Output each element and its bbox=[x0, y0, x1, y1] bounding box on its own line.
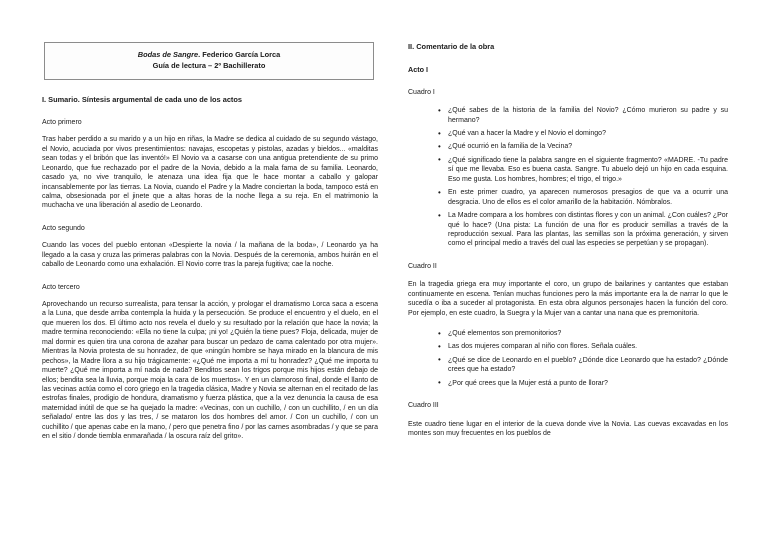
cuadro-2-intro: En la tragedia griega era muy importante el coro, un grupo de bailarines y cantantes que estaban continuamente en escena. Tenían muchas funciones pero la más importante era la de narrar lo que le sucedía o iba a suceder al protagonista. En esta obra algunos personajes hacen la función del coro. Por ejemplo, en este cuadro, la Suegra y la Mujer van a cantar una nana que es premonitoria. bbox=[408, 281, 728, 317]
book-author: . Federico García Lorca bbox=[198, 50, 281, 59]
cuadro-2-heading: Cuadro II bbox=[408, 262, 437, 270]
question-item: • En este primer cuadro, ya aparecen numerosos presagios de que va a ocurrir una desgracia. Uno de ellos es el color amarillo de la habitación. Nómbralos. bbox=[438, 188, 728, 207]
section-1-title: I. Sumario. Síntesis argumental de cada uno de los actos bbox=[42, 94, 243, 104]
right-column bbox=[408, 42, 728, 525]
guide-subtitle: Guía de lectura – 2º Bachillerato bbox=[152, 61, 266, 71]
section-2-title: II. Comentario de la obra bbox=[408, 42, 495, 51]
title-line bbox=[55, 49, 363, 60]
left-column bbox=[42, 42, 378, 525]
question-item: • ¿Qué ocurrió en la familia de la Vecina? bbox=[438, 142, 728, 151]
act-i-heading: Acto I bbox=[408, 64, 428, 74]
act-2-summary: Cuando las voces del pueblo entonan «Despierte la novia / la mañana de la boda», / Leonardo ya ha llegado a la casa y cruza las primeras palabras con la Novia. Después de la ceremonia, ambos huirán en el caballo de Leonardo como una exhalación. El Novio corre tras la pareja fugitiva; cae la noche. bbox=[42, 242, 378, 269]
question-item: • ¿Qué van a hacer la Madre y el Novio el domingo? bbox=[438, 129, 728, 138]
question-item: • ¿Qué elementos son premonitorios? bbox=[438, 329, 728, 338]
question-item: • ¿Qué significado tiene la palabra sangre en el siguiente fragmento? «MADRE. -Tu padre sí que me llevaba. Eso es buena casta. Sangre. Tu abuelo dejó un hijo en cada esquina. Eso me gusta. Los hombres, hombres; el trigo, el trigo.» bbox=[438, 156, 728, 184]
cuadro-2-question-list bbox=[408, 329, 728, 388]
question-item: • ¿Qué sabes de la historia de la familia del Novio? ¿Cómo murieron su padre y su hermano? bbox=[438, 106, 728, 125]
question-item: • La Madre compara a los hombres con distintas flores y con un animal. ¿Con cuáles? ¿Por qué lo hace? (Una pista: La función de una flor es producir semillas a través de la reproducción sexual. Para las plantas, las semillas son la próxima generación, y sirven como el principal medio a través del cual las especies se perpetúan y se propagan). bbox=[438, 211, 728, 249]
cuadro-1-heading: Cuadro I bbox=[408, 88, 435, 96]
question-item: • ¿Por qué crees que la Mujer está a punto de llorar? bbox=[438, 379, 728, 388]
book-title: Bodas de Sangre bbox=[137, 50, 199, 59]
question-item: • ¿Qué se dice de Leonardo en el pueblo? ¿Dónde dice Leonardo que ha estado? ¿Dónde crees que ha estado? bbox=[438, 356, 728, 375]
cuadro-1-question-list bbox=[408, 106, 728, 249]
title-box bbox=[44, 42, 374, 80]
act-3-summary: Aprovechando un recurso surrealista, para tensar la acción, y prologar el dramatismo Lorca saca a escena a la Luna, que desde arriba contempla la huida y la persecución. Se produce el encuentro y el duelo, en el que mueren los dos. El último acto nos revela el duelo y su resultado por la relación que hace la novia; la madre termina reconociendo: «Ella no tiene la culpa; ¡ni yo! ¿Quién la tiene pues? Floja, delicada, mujer de mal dormir es quien tira una corona de azahar para buscar un pedazo de cama calentado por otra mujer». Mientras la Novia protesta de su honradez, de que «ningún hombre se haya mirado en la blancura de mis pechos», la Madre llora a su hijo trágicamente: «¿Qué me importa a mí tu honradez? ¿Qué me importa tu muerte? ¿Qué me importa a mí nada de nada? Benditos sean los trigos porque mis hijos están debajo de ellos; bendita sea la lluvia, porque moja la cara de los muertos». Y en un clamoroso final, donde el llanto de las vecinas actúa como el coro griego en la tragedia clásica, Madre y Novia se alternan en el recitado de las estrofas finales, prodigio de hondura, dramatismo y fuerza plástica, que a la vez denuncia la causa de esa maternidad inútil de que se ha quejado la madre: «Vecinas, con un cuchillo, / con un cuchillito, / en un día señalado/ entre las dos y las tres, / se mataron los dos hombres del amor. / Con un cuchillo, / con un cuchillito / que apenas cabe en la mano, / pero que penetra fino / por las carnes asombradas / y que se para en el sitio / donde tiembla enmarañada / la oscura raíz del grito». bbox=[42, 301, 378, 441]
act-2-heading: Acto segundo bbox=[42, 224, 85, 232]
question-item: • Las dos mujeres comparan al niño con flores. Señala cuáles. bbox=[438, 342, 728, 351]
act-1-heading: Acto primero bbox=[42, 118, 82, 126]
cuadro-3-heading: Cuadro III bbox=[408, 402, 439, 410]
act-1-summary: Tras haber perdido a su marido y a un hijo en riñas, la Madre se dedica al cuidado de su segundo vástago, el Novio, acuciada por vivos presentimientos: navajas, escopetas y pistolas, azadas y bieldos... «malditas sean todas y el bribón que las inventó!» El Novio va a casarse con una antigua pretendiente de su primo Leonardo, que fue rechazado por el padre de la Novia, debido a la mala fama de su familia. Leonardo, casado ya, no vive tranquilo, le atenaza una idea fija que le hace montar a caballo y galopar incansablemente por las tierras. La Novia, cuando el Padre y la Madre conciertan la boda, tampoco está en calma, obsesionada por el jinete que a altas horas de la noche llega a su reja. En el matrimonio la muchacha ve una liberación al asedio de Leonardo. bbox=[42, 136, 378, 210]
cuadro-3-text: Este cuadro tiene lugar en el interior de la cueva donde vive la Novia. Las cuevas excavadas en los montes son muy frecuentes en los pueblos de bbox=[408, 420, 728, 438]
act-3-heading: Acto tercero bbox=[42, 283, 80, 291]
